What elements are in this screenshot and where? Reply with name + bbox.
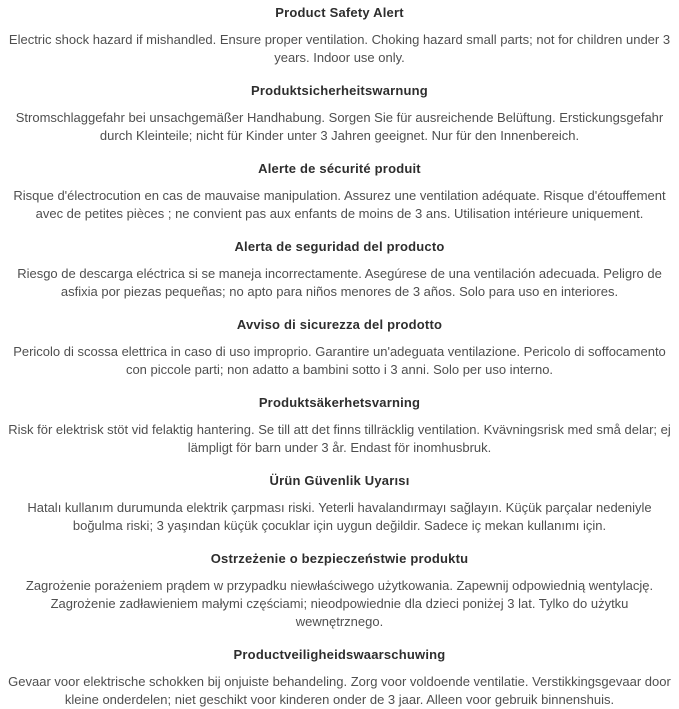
safety-alert-section-sv <box>8 394 671 457</box>
alert-body-fr: Risque d'électrocution en cas de mauvaise manipulation. Assurez une ventilation adéquate. Risque d'étouffement avec de petites pièces ; ne convient pas aux enfants de moins de 3 ans. Utilisation intérieure uniquement. <box>13 188 666 221</box>
alert-heading-fr: Alerte de sécurité produit <box>258 161 421 176</box>
safety-alert-section-de <box>8 82 671 145</box>
alert-heading-nl: Productveiligheidswaarschuwing <box>233 647 446 662</box>
alert-heading-de: Produktsicherheitswarnung <box>251 83 428 98</box>
safety-alert-section-tr <box>8 472 671 535</box>
alert-heading-en: Product Safety Alert <box>275 5 404 20</box>
alert-body-en: Electric shock hazard if mishandled. Ensure proper ventilation. Choking hazard small parts; not for children under 3 years. Indoor use only. <box>8 32 671 65</box>
safety-alert-section-fr <box>8 160 671 223</box>
safety-alert-section-nl <box>8 646 671 709</box>
alert-body-nl: Gevaar voor elektrische schokken bij onjuiste behandeling. Zorg voor voldoende ventilatie. Verstikkingsgevaar door kleine onderdelen; niet geschikt voor kinderen onder de 3 jaar. Alleen voor gebruik binnenshuis. <box>8 674 671 707</box>
alert-body-tr: Hatalı kullanım durumunda elektrik çarpması riski. Yeterli havalandırmayı sağlayın. Küçük parçalar nedeniyle boğulma riski; 3 yaşından küçük çocuklar için uygun değildir. Sadece iç mekan kullanımı için. <box>27 500 652 533</box>
alert-heading-it: Avviso di sicurezza del prodotto <box>236 317 443 332</box>
alert-body-es: Riesgo de descarga eléctrica si se maneja incorrectamente. Asegúrese de una ventilación adecuada. Peligro de asfixia por piezas pequeñas; no apto para niños menores de 3 años. Solo para uso en interiores. <box>17 266 662 299</box>
safety-alert-section-es <box>8 238 671 301</box>
safety-alert-section-pl <box>8 550 671 631</box>
alert-heading-sv: Produktsäkerhetsvarning <box>258 395 421 410</box>
alert-heading-es: Alerta de seguridad del producto <box>234 239 445 254</box>
alert-heading-tr: Ürün Güvenlik Uyarısı <box>269 473 410 488</box>
alert-body-pl: Zagrożenie porażeniem prądem w przypadku niewłaściwego użytkowania. Zapewnij odpowiednią wentylację. Zagrożenie zadławieniem małymi częściami; nieodpowiednie dla dzieci poniżej 3 lat. Tylko do użytku wewnętrznego. <box>25 578 654 629</box>
safety-alert-section-it <box>8 316 671 379</box>
alert-body-de: Stromschlaggefahr bei unsachgemäßer Handhabung. Sorgen Sie für ausreichende Belüftung. Erstickungsgefahr durch Kleinteile; nicht für Kinder unter 3 Jahren geeignet. Nur für den Innenbereich. <box>15 110 664 143</box>
alert-body-it: Pericolo di scossa elettrica in caso di uso improprio. Garantire un'adeguata ventilazione. Pericolo di soffocamento con piccole parti; non adatto a bambini sotto i 3 anni. Solo per uso interno. <box>13 344 666 377</box>
alert-body-sv: Risk för elektrisk stöt vid felaktig hantering. Se till att det finns tillräcklig ventilation. Kvävningsrisk med små delar; ej lämpligt för barn under 3 år. Endast för inomhusbruk. <box>8 422 671 455</box>
alert-heading-pl: Ostrzeżenie o bezpieczeństwie produktu <box>210 551 469 566</box>
safety-alert-section-en <box>8 4 671 67</box>
